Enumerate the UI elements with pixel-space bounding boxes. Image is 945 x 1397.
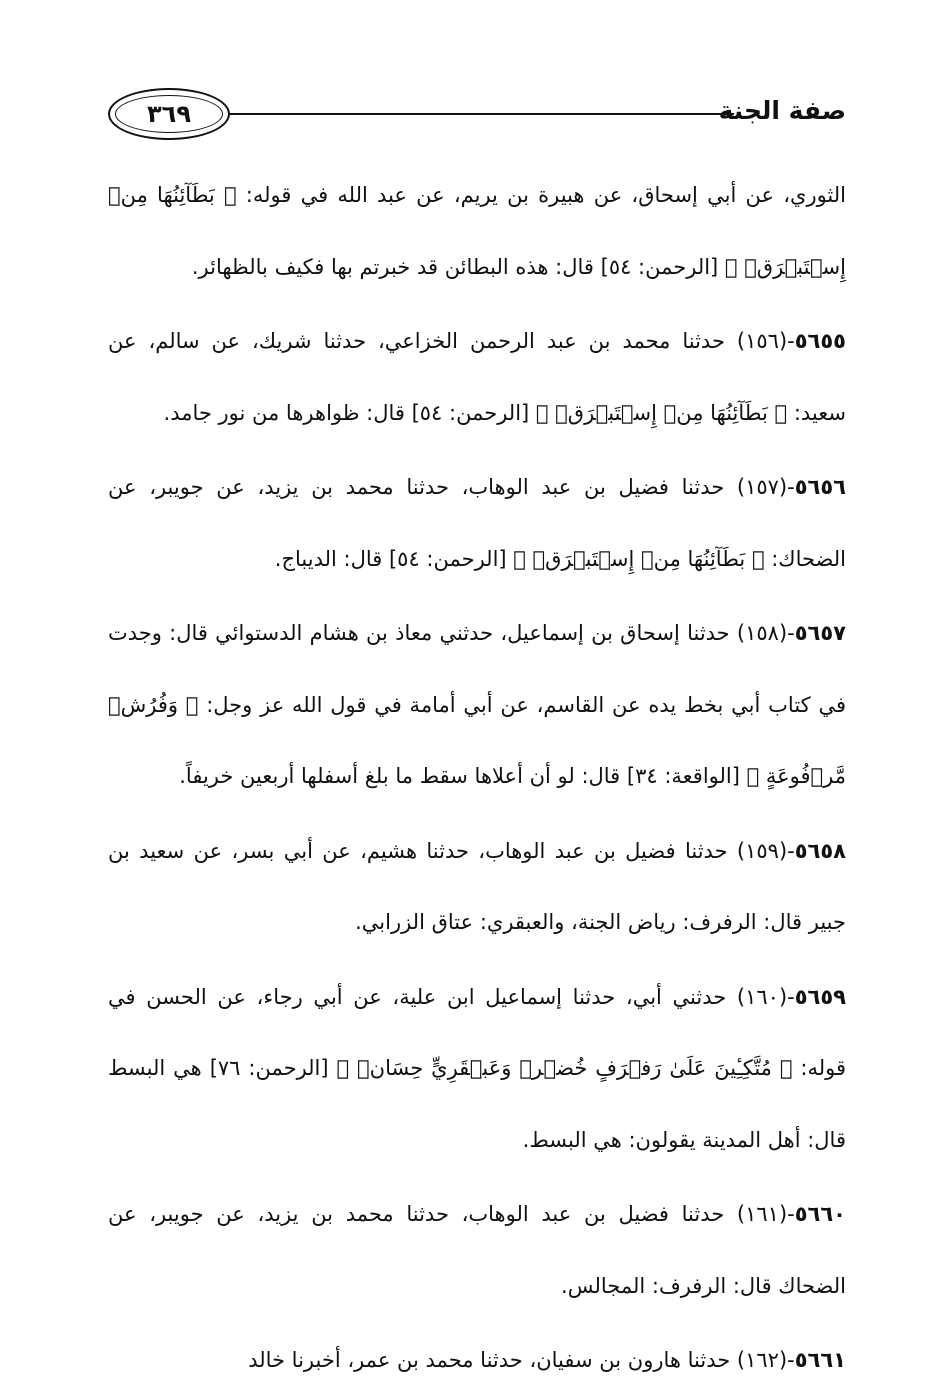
page-body: [108, 160, 846, 1397]
page-number: ٣٦٩: [147, 100, 191, 128]
paragraph-text: -(١٥٩) حدثنا فضيل بن عبد الوهاب، حدثنا هشيم، عن أبي بسر، عن سعيد بن جبير قال: الرفرف: رياض الجنة، والعبقري: عتاق الزرابي.: [108, 838, 846, 934]
header-rule: [229, 113, 734, 115]
paragraph: [108, 452, 846, 595]
paragraph-text: -(١٥٨) حدثنا إسحاق بن إسماعيل، حدثني معاذ بن هشام الدستوائي قال: وجدت في كتاب أبي بخط يده عن القاسم، عن أبي أمامة في قول الله عز وجل: ﴿ وَفُرُشٖ مَّرۡفُوعَةٍ ﴾ [الواقعة: ٣٤] قال: لو أن أعلاها سقط ما بلغ أسفلها أربعين خريفاً.: [108, 621, 846, 788]
paragraph-text: -(١٦٠) حدثني أبي، حدثنا إسماعيل ابن علية، عن أبي رجاء، عن الحسن في قوله: ﴿ مُتَّكِـِٔينَ عَلَىٰ رَفۡرَفٍ خُضۡرٖ وَعَبۡقَرِيٍّ حِسَانٖ ﴾ [الرحمن: ٧٦] هي البسط قال: أهل المدينة يقولون: هي البسط.: [108, 984, 847, 1152]
paragraph: [108, 306, 846, 449]
paragraph-text: -(١٦٢) حدثنا هارون بن سفيان، حدثنا محمد بن عمر، أخبرنا خالد: [248, 1348, 795, 1372]
hadith-number: ٥٦٥٧: [794, 621, 846, 645]
paragraph: [108, 1325, 846, 1397]
hadith-number: ٥٦٥٦: [794, 475, 846, 499]
paragraph-text: -(١٥٧) حدثنا فضيل بن عبد الوهاب، حدثنا محمد بن يزيد، عن جويبر، عن الضحاك: ﴿ بَطَآئِنُهَا مِنۡ إِسۡتَبۡرَقٖ ﴾ [الرحمن: ٥٤] قال: الديباج.: [108, 475, 846, 571]
paragraph: [108, 1179, 846, 1322]
hadith-number: ٥٦٥٩: [794, 984, 846, 1009]
running-title: صفة الجنة: [718, 96, 846, 125]
hadith-number: ٥٦٥٨: [794, 838, 846, 863]
paragraph-text: الثوري، عن أبي إسحاق، عن هبيرة بن يريم، عن عبد الله في قوله: ﴿ بَطَآئِنُهَا مِنۡ إِسۡتَبۡرَقٖ ﴾ [الرحمن: ٥٤] قال: هذه البطائن قد خبرتم بها فكيف بالظهائر.: [108, 183, 846, 279]
paragraph-text: -(١٦١) حدثنا فضيل بن عبد الوهاب، حدثنا محمد بن يزيد، عن جويبر، عن الضحاك قال: الرفرف: المجالس.: [108, 1202, 846, 1298]
hadith-number: ٥٦٥٥: [794, 329, 846, 353]
hadith-number: ٥٦٦١: [794, 1348, 846, 1372]
paragraph: [108, 598, 846, 813]
paragraph-text: -(١٥٦) حدثنا محمد بن عبد الرحمن الخزاعي، حدثنا شريك، عن سالم، عن سعيد: ﴿ بَطَآئِنُهَا مِنۡ إِسۡتَبۡرَقٖ ﴾ [الرحمن: ٥٤] قال: ظواهرها من نور جامد.: [108, 329, 846, 425]
hadith-number: ٥٦٦٠: [794, 1202, 846, 1226]
paragraph: [108, 962, 846, 1177]
page-header: [108, 86, 846, 146]
paragraph: [108, 160, 846, 303]
paragraph: [108, 816, 846, 959]
